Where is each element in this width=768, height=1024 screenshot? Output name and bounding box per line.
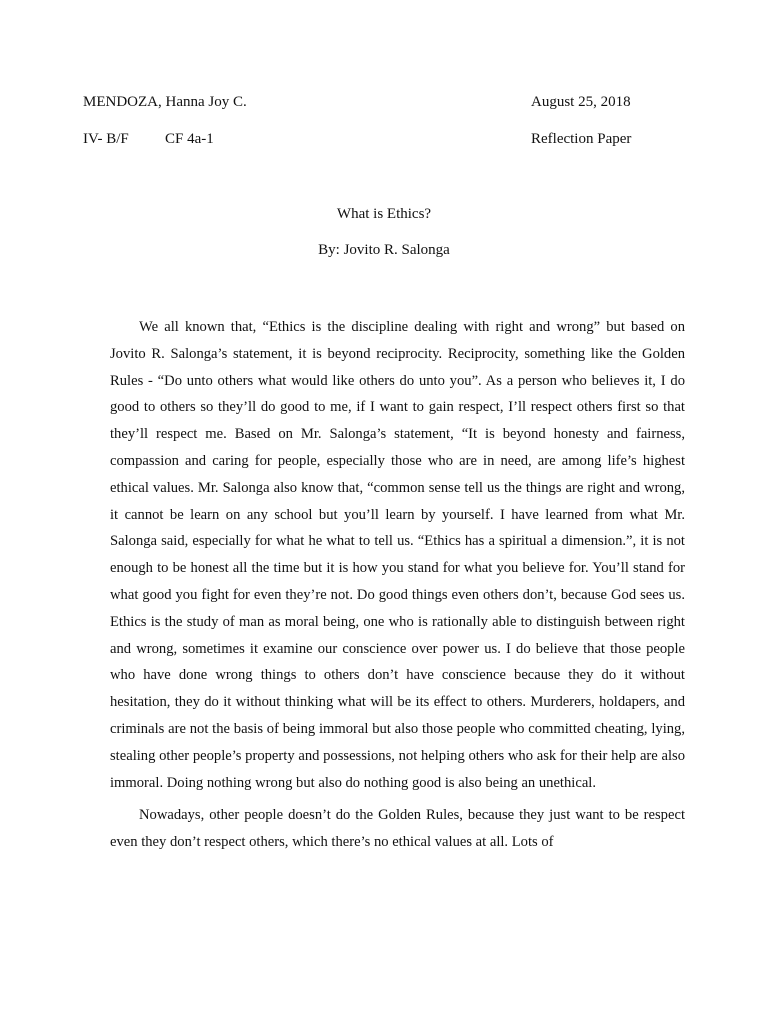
paper-type: Reflection Paper — [531, 131, 632, 147]
paragraph: Nowadays, other people doesn’t do the Golden Rules, because they just want to be respect even they don’t respect others, which there’s no ethical values at all. Lots of — [110, 807, 685, 851]
paper-title: What is Ethics? — [336, 206, 432, 222]
class-section: IV- B/F — [83, 131, 129, 147]
paper-date: August 25, 2018 — [531, 94, 631, 110]
body-text — [110, 314, 685, 856]
author-name: MENDOZA, Hanna Joy C. — [83, 94, 247, 110]
course-code: CF 4a-1 — [165, 131, 214, 147]
paragraph: We all known that, “Ethics is the discipline dealing with right and wrong” but based on Jovito R. Salonga’s statement, it is beyond reciprocity. Reciprocity, something like the Golden Rules - “Do unto others what would like others do unto you”. As a person who believes it, I do good to others so they’ll do good to me, if I want to gain respect, I’ll respect others first so that they’ll respect me. Based on Mr. Salonga’s statement, “It is beyond honesty and fairness, compassion and caring for people, especially those who are in need, are among life’s highest ethical values. Mr. Salonga also know that, “common sense tell us the things are right and wrong, it cannot be learn on any school but you’ll learn by yourself. I have learned from what Mr. Salonga said, especially for what he what to tell us. “Ethics has a spiritual a dimension.”, it is not enough to be honest all the time but it is how you stand for what you believe for. You’ll stand for what good you fight for even they’re not. Do good things even others don’t, because God sees us. Ethics is the study of man as moral being, one who is rationally able to distinguish between right and wrong, sometimes it examine our conscience over power us. I do believe that those people who have done wrong things to others don’t have conscience because they do it without hesitation, they do it without thinking what will be its effect to others. Murderers, holdapers, and criminals are not the basis of being immoral but also those people who committed cheating, lying, stealing other people’s property and possessions, not helping others who ask for their help are also immoral. Doing nothing wrong but also do nothing good is also being an unethical. — [110, 319, 685, 791]
paper-byline: By: Jovito R. Salonga — [318, 242, 450, 258]
